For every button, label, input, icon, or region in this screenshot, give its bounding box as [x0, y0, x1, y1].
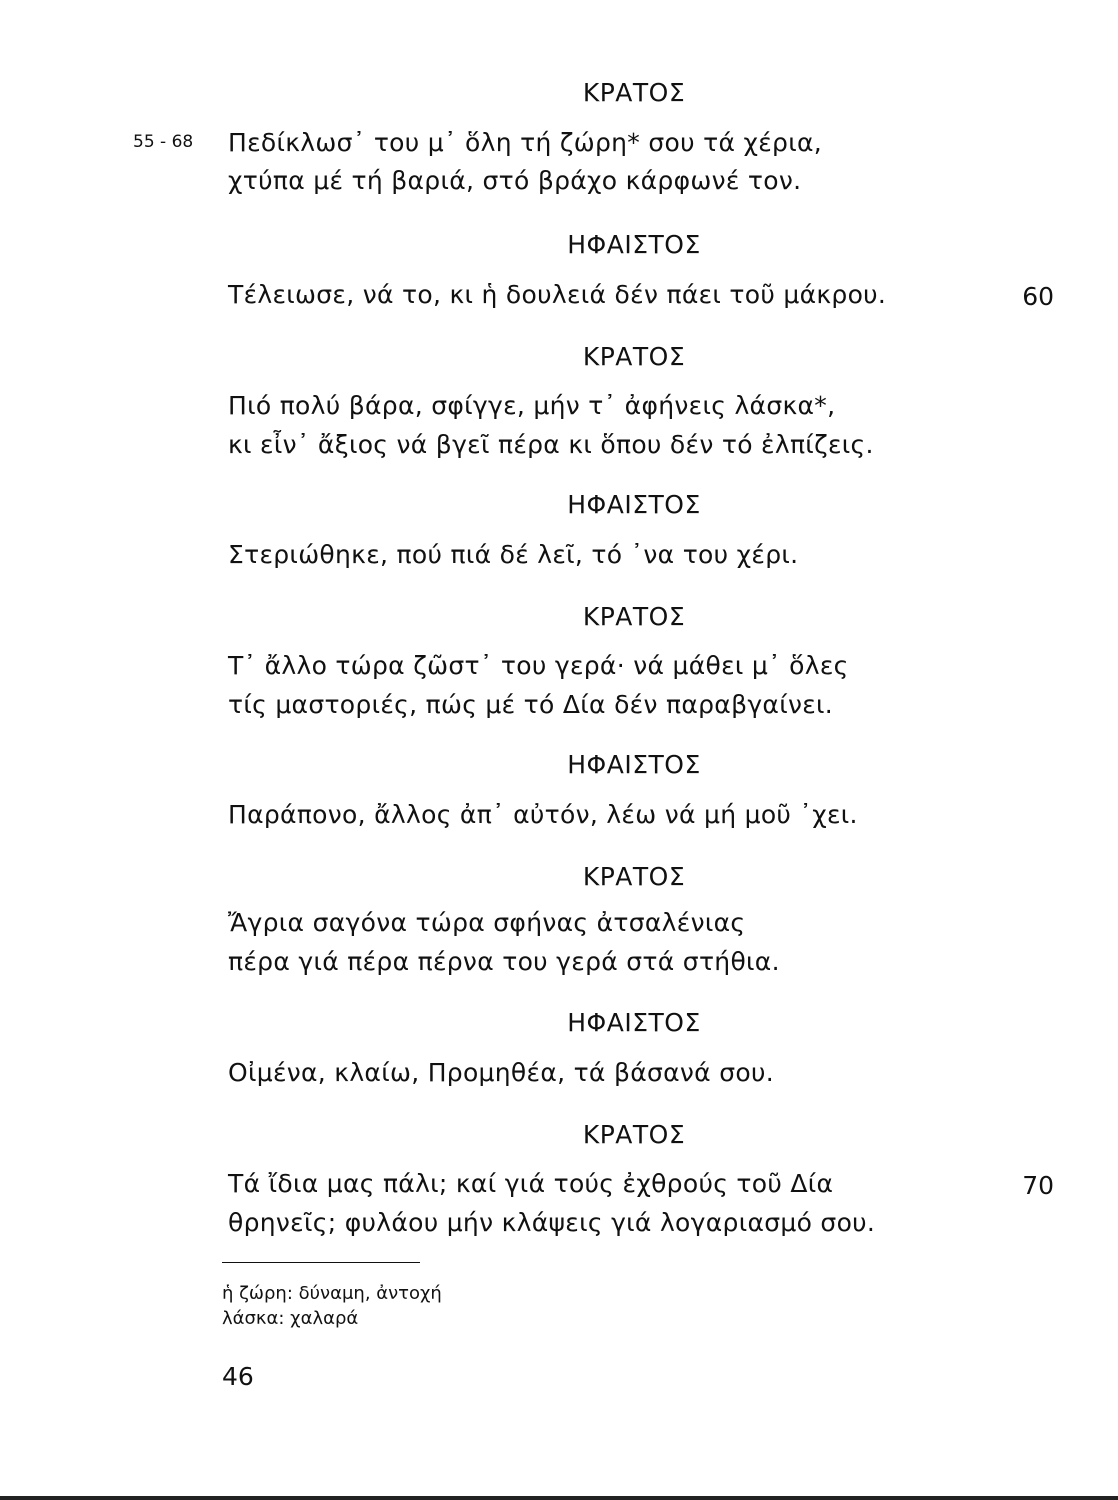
verse-line: Πεδίκλωσ᾽ του μ᾽ ὅλη τή ζώρη* σου τά χέρια,	[228, 128, 822, 157]
line-number: 70	[1022, 1171, 1054, 1200]
speaker-heading: ΚΡΑΤΟΣ	[582, 78, 686, 107]
speaker-heading: ΚΡΑΤΟΣ	[582, 602, 686, 631]
verse-line: Στεριώθηκε, πού πιά δέ λεῖ, τό ᾽να του χέρι.	[228, 540, 799, 569]
verse-line: τίς μαστοριές, πώς μέ τό Δία δέν παραβγαίνει.	[228, 690, 834, 719]
verse-line: Τέλειωσε, νά το, κι ἡ δουλειά δέν πάει τοῦ μάκρου.	[228, 280, 887, 309]
verse-range: 55 - 68	[133, 132, 194, 152]
line-number: 60	[1022, 282, 1054, 311]
speaker-heading: ΗΦΑΙΣΤΟΣ	[567, 750, 701, 779]
verse-line: κι εἶν᾽ ἄξιος νά βγεῖ πέρα κι ὅπου δέν τό ἐλπίζεις.	[228, 430, 874, 459]
verse-line: Οἰμένα, κλαίω, Προμηθέα, τά βάσανά σου.	[228, 1058, 774, 1087]
speaker-heading: ΗΦΑΙΣΤΟΣ	[567, 490, 701, 519]
verse-line: Πιό πολύ βάρα, σφίγγε, μήν τ᾽ ἀφήνεις λάσκα*,	[228, 391, 836, 420]
speaker-heading: ΚΡΑΤΟΣ	[582, 342, 686, 371]
verse-line: χτύπα μέ τή βαριά, στό βράχο κάρφωνέ τον.	[228, 166, 802, 195]
scan-edge	[0, 1496, 1118, 1500]
footnote: ἡ ζώρη: δύναμη, ἀντοχή	[222, 1283, 442, 1304]
footnote: λάσκα: χαλαρά	[222, 1308, 359, 1329]
speaker-heading: ΗΦΑΙΣΤΟΣ	[567, 230, 701, 259]
verse-line: Ἄγρια σαγόνα τώρα σφήνας ἀτσαλένιας	[228, 908, 746, 937]
verse-line: Τά ἴδια μας πάλι; καί γιά τούς ἐχθρούς τοῦ Δία	[228, 1169, 834, 1198]
verse-line: Παράπονο, ἄλλος ἀπ᾽ αὐτόν, λέω νά μή μοῦ ᾽χει.	[228, 800, 858, 829]
page-number: 46	[222, 1362, 254, 1391]
verse-line: Τ᾽ ἄλλο τώρα ζῶστ᾽ του γερά· νά μάθει μ᾽ ὅλες	[228, 651, 849, 680]
speaker-heading: ΚΡΑΤΟΣ	[582, 862, 686, 891]
verse-line: θρηνεῖς; φυλάου μήν κλάψεις γιά λογαριασμό σου.	[228, 1208, 876, 1237]
verse-line: πέρα γιά πέρα πέρνα του γερά στά στήθια.	[228, 947, 780, 976]
speaker-heading: ΗΦΑΙΣΤΟΣ	[567, 1008, 701, 1037]
speaker-heading: ΚΡΑΤΟΣ	[582, 1120, 686, 1149]
footnote-rule	[222, 1262, 420, 1263]
